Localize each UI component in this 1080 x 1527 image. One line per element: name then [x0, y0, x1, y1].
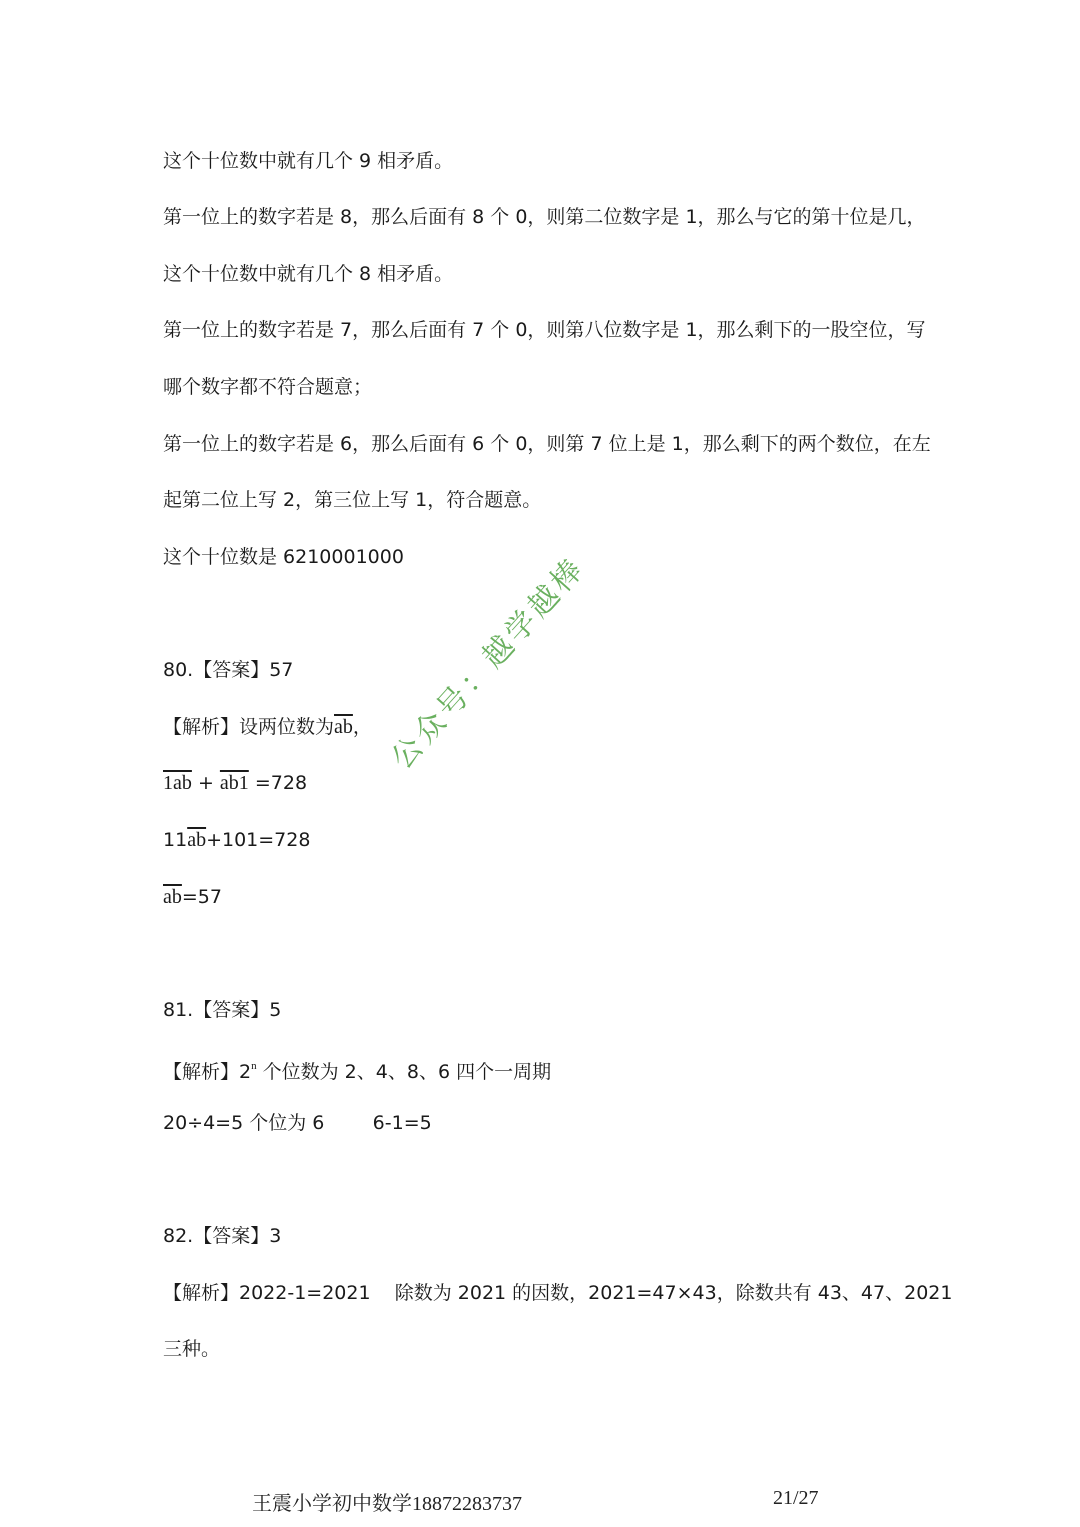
equation-3-result: =57 [181, 886, 222, 908]
answer-80-title: 80.【答案】57 [163, 659, 294, 681]
answer-82-line2: 三种。 [163, 1338, 221, 1360]
answer-82-title: 82.【答案】3 [163, 1225, 282, 1247]
overline-ab: $\overline{ab}$ [334, 716, 353, 738]
answer-81-analysis [163, 1053, 551, 1085]
footer-page-number: 21/27 [773, 1487, 819, 1509]
answer-80-analysis [163, 714, 372, 740]
equation-2-result: +101=728 [206, 829, 311, 851]
text-line: 这个十位数是 6210001000 [163, 546, 404, 568]
equation-2 [163, 827, 310, 853]
text-line: 第一位上的数字若是 8，那么后面有 8 个 0，则第二位数字是 1，那么与它的第十位是几， [163, 206, 926, 228]
equation-3 [163, 884, 222, 910]
watermark: 公众号：越学越棒 [384, 550, 593, 777]
overline-ab: $\overline{ab}$ [163, 886, 182, 908]
analysis-rest: 个位数为 2、4、8、6 四个一周期 [256, 1061, 552, 1083]
exponent-n: n [251, 1060, 257, 1072]
text-line: 这个十位数中就有几个 8 相矛盾。 [163, 263, 454, 285]
comma: ， [352, 716, 372, 738]
text-line: 这个十位数中就有几个 9 相矛盾。 [163, 150, 454, 172]
plus-sign: + [197, 772, 214, 794]
text-line: 第一位上的数字若是 6，那么后面有 6 个 0，则第 7 位上是 1，那么剩下的两个数位，在左 [163, 433, 931, 455]
analysis-prefix: 【解析】设两位数为 [163, 716, 335, 738]
answer-81-title: 81.【答案】5 [163, 999, 282, 1021]
text-line: 哪个数字都不符合题意； [163, 376, 373, 398]
analysis-prefix: 【解析】2 [163, 1061, 252, 1083]
equation-1-result: =728 [254, 772, 308, 794]
text-line: 起第二位上写 2，第三位上写 1，符合题意。 [163, 489, 542, 511]
overline-ab: $\overline{ab}$ [187, 829, 207, 851]
equation-1 [163, 770, 307, 796]
answer-82-analysis: 【解析】2022-1=2021 除数为 2021 的因数，2021=47×43，除数共有 43、47、2021 [163, 1282, 953, 1304]
overline-1ab: 1ab [163, 772, 192, 794]
text-line: 第一位上的数字若是 7，那么后面有 7 个 0，则第八位数字是 1，那么剩下的一股空位，写 [163, 319, 926, 341]
answer-81-line2: 20÷4=5 个位为 6 6-1=5 [163, 1112, 432, 1134]
overline-ab1: ab1 [219, 772, 249, 794]
footer-author: 王震小学初中数学18872283737 [252, 1493, 522, 1515]
coefficient: 11 [163, 829, 188, 851]
